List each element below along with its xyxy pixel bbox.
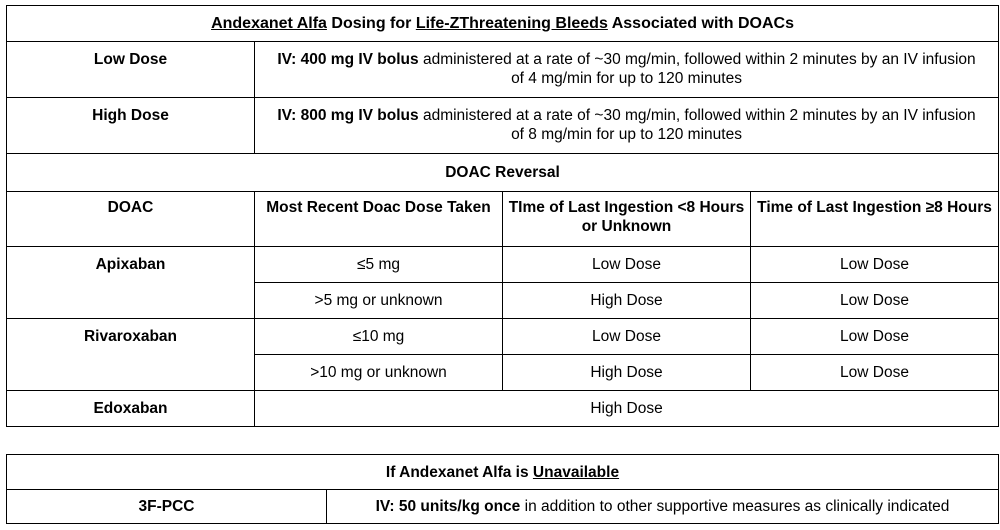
alt-row <box>7 490 999 524</box>
drug-apixaban: Apixaban <box>7 247 255 319</box>
edoxaban-value: High Dose <box>255 391 999 427</box>
lt8-cell: High Dose <box>503 283 751 319</box>
high-dose-label: High Dose <box>7 98 255 154</box>
pcc-description <box>327 490 999 524</box>
low-dose-route: IV: 400 mg IV bolus <box>277 51 419 68</box>
high-dose-description <box>255 98 999 154</box>
ge8-cell: Low Dose <box>751 247 999 283</box>
dose-cell: >5 mg or unknown <box>255 283 503 319</box>
table-title <box>7 6 999 42</box>
lt8-cell: High Dose <box>503 355 751 391</box>
section-title: DOAC Reversal <box>7 154 999 192</box>
high-dose-text: administered at a rate of ~30 mg/min, followed within 2 minutes by an IV infusion of 8 mg/min for up to 120 minutes <box>418 107 976 143</box>
title-text-2: Associated with DOACs <box>607 15 794 32</box>
header-ge8-hours: Time of Last Ingestion ≥8 Hours <box>751 192 999 247</box>
andexanet-dosing-table <box>6 5 999 427</box>
high-dose-row <box>7 98 999 154</box>
ge8-cell: Low Dose <box>751 355 999 391</box>
table-row <box>7 247 999 283</box>
dose-cell: >10 mg or unknown <box>255 355 503 391</box>
pcc-text: in addition to other supportive measures as clinically indicated <box>520 498 950 515</box>
low-dose-label: Low Dose <box>7 42 255 98</box>
table-row <box>7 391 999 427</box>
ge8-cell: Low Dose <box>751 283 999 319</box>
header-doac: DOAC <box>7 192 255 247</box>
alt-title-unavailable: Unavailable <box>532 464 620 481</box>
drug-edoxaban: Edoxaban <box>7 391 255 427</box>
lt8-cell: Low Dose <box>503 247 751 283</box>
alt-title-text: If Andexanet Alfa is <box>385 464 533 481</box>
pcc-label: 3F-PCC <box>7 490 327 524</box>
title-text-1: Dosing for <box>326 15 416 32</box>
high-dose-route: IV: 800 mg IV bolus <box>277 107 419 124</box>
lt8-cell: Low Dose <box>503 319 751 355</box>
low-dose-row <box>7 42 999 98</box>
header-row <box>7 192 999 247</box>
drug-rivaroxaban: Rivaroxaban <box>7 319 255 391</box>
low-dose-text: administered at a rate of ~30 mg/min, followed within 2 minutes by an IV infusion of 4 mg/min for up to 120 minutes <box>418 51 976 87</box>
title-bleeds: Life-ZThreatening Bleeds <box>415 15 608 32</box>
unavailable-alternative-table <box>6 454 999 524</box>
ge8-cell: Low Dose <box>751 319 999 355</box>
table-row <box>7 319 999 355</box>
header-lt8-hours: TIme of Last Ingestion <8 Hours or Unknown <box>503 192 751 247</box>
alt-table-title <box>7 455 999 490</box>
dose-cell: ≤10 mg <box>255 319 503 355</box>
title-drug: Andexanet Alfa <box>211 15 327 32</box>
header-recent-dose: Most Recent Doac Dose Taken <box>255 192 503 247</box>
pcc-route: IV: 50 units/kg once <box>375 498 521 515</box>
dose-cell: ≤5 mg <box>255 247 503 283</box>
low-dose-description <box>255 42 999 98</box>
